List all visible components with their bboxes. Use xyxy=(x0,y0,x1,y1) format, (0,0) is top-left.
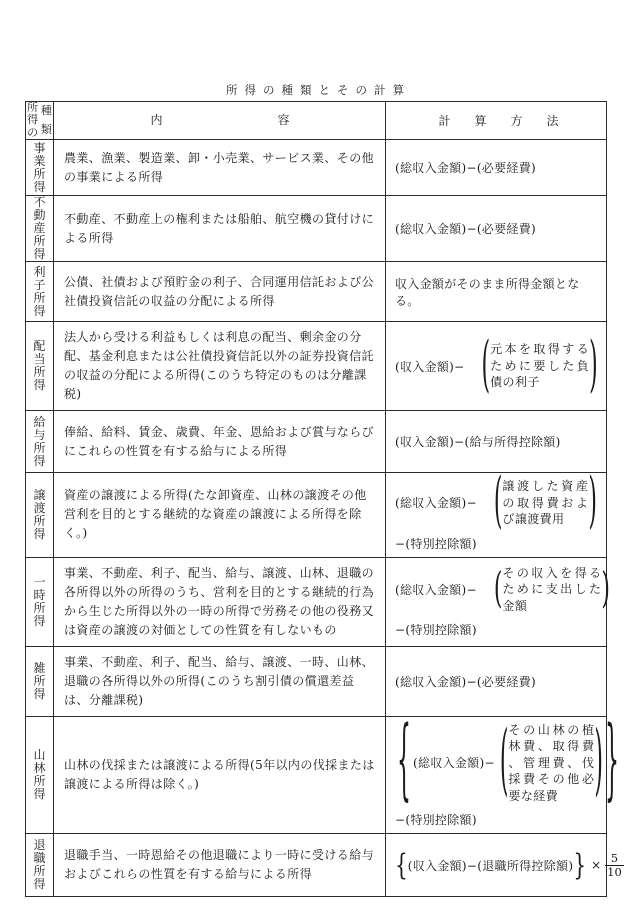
row-label: 雑所得 xyxy=(33,660,46,701)
big-brace-open: { xyxy=(397,712,411,813)
table-row-interest-income xyxy=(26,262,606,322)
big-brace-close: } xyxy=(605,712,620,813)
row-calc-formula: { (総収入金額)− ( その山林の植林費、取得費、管理費、伐採費その他必要な経費 ) } xyxy=(397,712,620,813)
row-label: 山林所得 xyxy=(33,747,46,801)
header-type-right-column: 種類 xyxy=(40,104,52,136)
big-paren-close: ) xyxy=(588,468,598,538)
table-row-real-estate-income xyxy=(26,196,606,262)
table-row-dividend-income xyxy=(26,322,606,411)
multiplication-sign: × xyxy=(591,858,602,873)
page-title-text: 所得の種類とその計算 xyxy=(226,83,411,97)
row-label: 利子所得 xyxy=(33,264,46,318)
fraction-denominator: 10 xyxy=(607,864,622,879)
row-content: 事業、不動産、利子、配当、給与、譲渡、山林、退職の各所得以外の所得のうち、営利を目的とする継続的行為から生じた所得以外の一時の所得で労務その他の役務又は資産の譲渡の対価としての性質を有しないもの xyxy=(64,565,375,637)
brace-close: } xyxy=(573,847,587,883)
header-calc-column xyxy=(386,102,606,139)
income-types-table xyxy=(25,101,622,897)
table-row-retirement-income xyxy=(26,834,622,896)
row-calc-formula: { (収入金額)−(退職所得控除額) } × $\frac{5}{10}$ xyxy=(395,847,622,883)
row-content: 事業、不動産、利子、配当、給与、譲渡、一時、山林、退職の各所得以外の所得(このうち割引債の償還差益は、分離課税) xyxy=(64,654,375,707)
row-calc-formula: (総収入金額)− ( その収入を得るために支出した金額 ) xyxy=(395,565,611,614)
row-label: 給与所得 xyxy=(33,414,46,468)
row-content: 山林の伐採または譲渡による所得(5年以内の伐採または譲渡による所得は除く。) xyxy=(64,757,375,791)
row-calc-formula-line2: −(特別控除額) xyxy=(395,536,477,551)
fraction-numerator: 5 xyxy=(610,850,619,865)
table-row-transfer-income xyxy=(26,468,606,558)
big-paren-open: ( xyxy=(493,468,503,538)
row-content: 農業、漁業、製造業、卸・小売業、サービス業、その他の事業による所得 xyxy=(64,150,375,184)
row-calc-formula: (総収入金額)− ( 譲渡した資産の取得費および譲渡費用 ) xyxy=(395,468,598,538)
row-content: 俸給、給料、賃金、歳費、年金、恩給および賞与ならびにこれらの性質を有する給与による所得 xyxy=(64,424,375,458)
table-row-miscellaneous-income xyxy=(26,647,606,717)
big-paren-open: ( xyxy=(493,565,503,614)
header-type-of-income xyxy=(26,102,54,139)
row-label: 譲渡所得 xyxy=(33,487,46,541)
table-row-business-income xyxy=(26,140,606,196)
big-paren-close: ) xyxy=(594,718,604,808)
big-paren-open: ( xyxy=(499,718,509,808)
row-label: 退職所得 xyxy=(33,838,46,892)
table-row-forestry-income xyxy=(26,712,620,835)
row-content: 資産の譲渡による所得(たな卸資産、山林の譲渡その他営利を目的とする継続的な資産の譲渡による所得を除く。) xyxy=(64,488,367,541)
row-calc-formula: 収入金額がそのまま所得金額となる。 xyxy=(395,276,580,308)
brace-open: { xyxy=(395,847,408,883)
row-content: 公債、社債および預貯金の利子、合同運用信託および公社債投資信託の収益の分配による所得 xyxy=(64,274,375,308)
row-calc-formula: (収入金額)−(給与所得控除額) xyxy=(395,435,561,450)
row-calc-formula-line2: −(特別控除額) xyxy=(395,623,477,638)
header-type-left-column: 所得の xyxy=(27,101,39,139)
header-content-column xyxy=(54,102,405,139)
big-paren-close: ) xyxy=(601,565,611,614)
row-calc-formula: (収入金額)− ( 元本を取得するために要した負債の利子 ) xyxy=(395,331,598,401)
page-title xyxy=(0,82,630,98)
table-row-occasional-income xyxy=(26,558,611,647)
row-label: 不動産所得 xyxy=(33,195,46,262)
row-content: 法人から受ける利益もしくは利息の配当、剰余金の分配、基金利息または公社債投資信託以外の証券投資信託の収益の分配による所得(このうち特定のものは分離課税) xyxy=(64,330,375,402)
row-label: 事業所得 xyxy=(33,140,46,194)
row-label: 一時所得 xyxy=(33,574,46,628)
table-row-salary-income xyxy=(26,411,606,473)
big-paren-open: ( xyxy=(481,331,491,401)
row-calc-formula: (総収入金額)−(必要経費) xyxy=(395,161,536,176)
table-header-row xyxy=(26,102,606,140)
fraction xyxy=(605,852,624,879)
row-calc-formula: (総収入金額)−(必要経費) xyxy=(395,674,536,689)
row-content: 不動産、不動産上の権利または船舶、航空機の貸付けによる所得 xyxy=(64,211,375,245)
row-content: 退職手当、一時恩給その他退職により一時に受ける給与およびこれらの性質を有する給与による所得 xyxy=(64,848,375,882)
row-calc-formula: (総収入金額)−(必要経費) xyxy=(395,222,536,237)
header-calc-label: 計算方法 xyxy=(438,114,583,129)
header-content-label: 内容 xyxy=(150,113,405,128)
row-calc-formula-line2: −(特別控除額) xyxy=(395,813,477,828)
row-label: 配当所得 xyxy=(33,339,46,393)
big-paren-close: ) xyxy=(589,331,598,401)
